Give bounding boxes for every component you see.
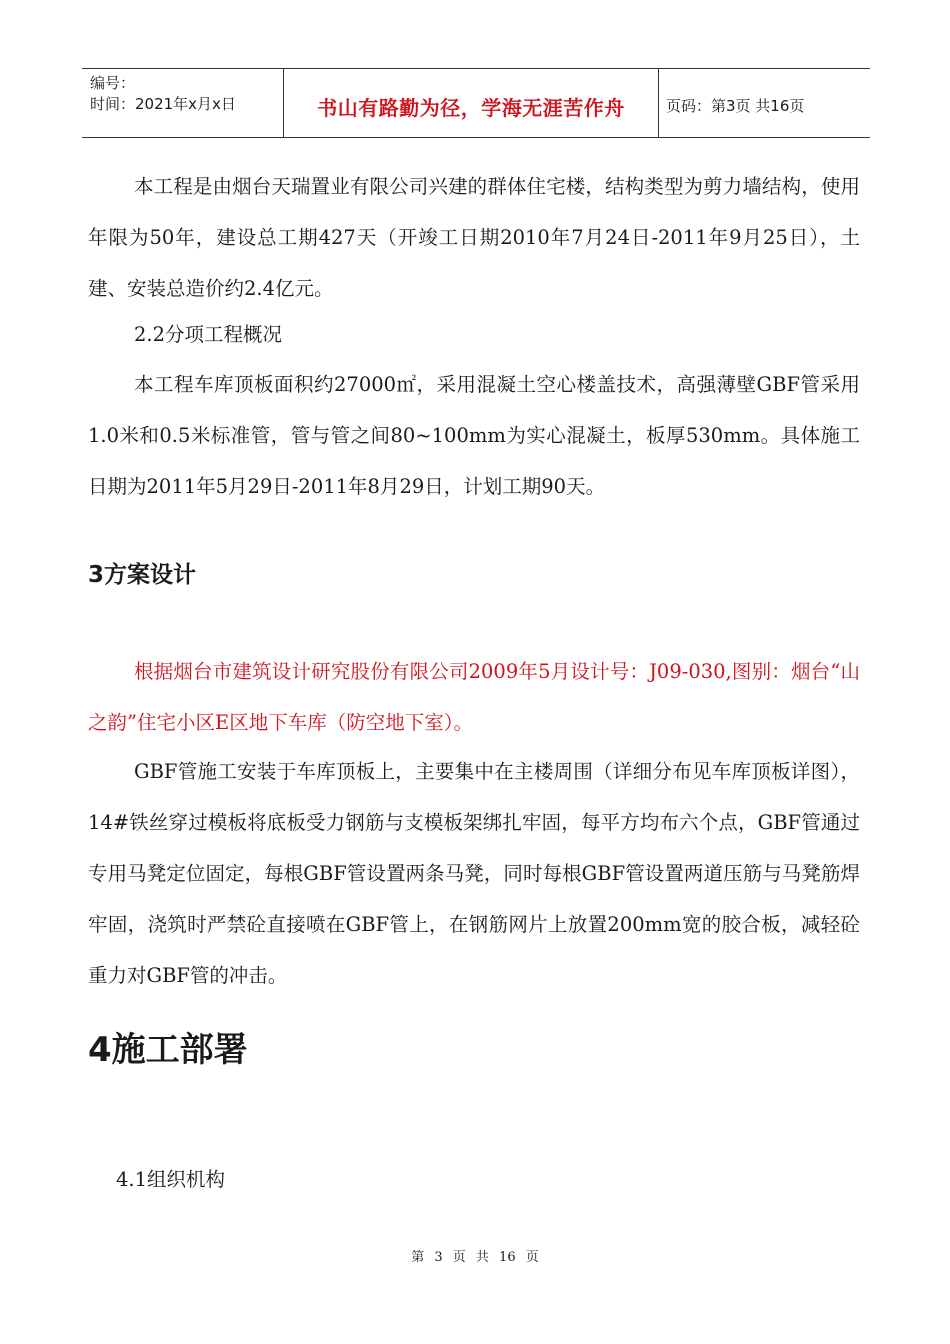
subheading-2-2: 2.2分项工程概况 [134,323,283,346]
subheading-4-1: 4.1组织机构 [116,1168,226,1191]
header-time: 时间：2021年x月x日 [90,95,236,113]
page-header [82,68,870,138]
heading-3-design: 3方案设计 [88,562,197,588]
header-page-info: 页码：第3页 共16页 [666,96,805,115]
paragraph-design-reference: 根据烟台市建筑设计研究股份有限公司2009年5月设计号：J09-030,图别：烟台“山之韵”住宅小区E区地下车库（防空地下室）。 [88,660,860,734]
area-text: 本工程车库顶板面积约27000㎡ [134,373,417,396]
header-motto: 书山有路勤为径，学海无涯苦作舟 [284,69,659,137]
header-meta [82,69,284,137]
paragraph-subproject-rest: ，采用混凝土空心楼盖技术，高强薄壁GBF管采用1.0米和0.5米标准管，管与管之间80~100mm为实心混凝土，板厚530mm。具体施工日期为2011年5月29日-2011年8月29日，计划工期90天。 [88,373,860,498]
page-footer: 第 3 页 共 16 页 [411,1250,539,1265]
paragraph-gbf-installation: GBF管施工安装于车库顶板上，主要集中在主楼周围（详细分布见车库顶板详图），14#铁丝穿过模板将底板受力钢筋与支模板架绑扎牢固，每平方均布六个点，GBF管通过专用马凳定位固定，每根GBF管设置两条马凳，同时每根GBF管设置两道压筋与马凳筋焊牢固，浇筑时严禁砼直接喷在GBF管上，在钢筋网片上放置200mm宽的胶合板，减轻砼重力对GBF管的冲击。 [88,760,860,987]
paragraph-project-overview: 本工程是由烟台天瑞置业有限公司兴建的群体住宅楼，结构类型为剪力墙结构，使用年限为50年，建设总工期427天（开竣工日期2010年7月24日-2011年9月25日），土建、安装总造价约2.4亿元。 [88,175,860,300]
paragraph-subproject [88,359,860,512]
heading-4-deployment: 4施工部署 [88,1030,248,1070]
header-number: 编号： [90,74,136,92]
